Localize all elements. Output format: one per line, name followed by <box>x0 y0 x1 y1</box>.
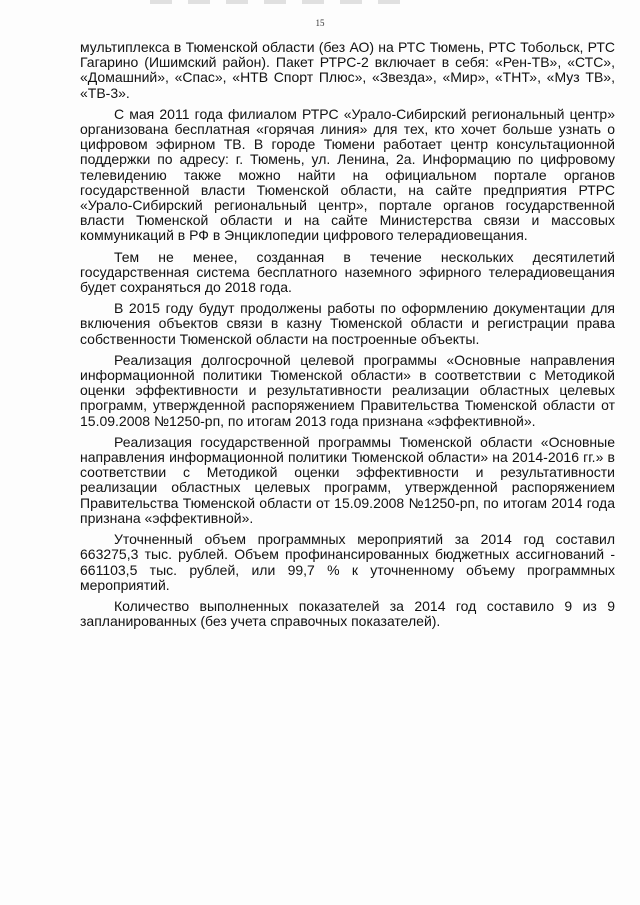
paragraph-broadcast-system: Тем не менее, созданная в течение нескольких десятилетий государственная система бесплатного наземного эфирного телерадиовещания будет сохраняться до 2018 года. <box>80 248 615 296</box>
paragraph-budget: Уточненный объем программных мероприятий за 2014 год составил 663275,3 тыс. рублей. Объем профинансированных бюджетных ассигнований - 661103,5 тыс. рублей, или 99,7 % к уточненному объему программных мероприятий. <box>80 531 615 593</box>
paragraph-multiplex-continuation: мультиплекса в Тюменской области (без АО) на РТС Тюмень, РТС Тобольск, РТС Гагарино (Ишимский район). Пакет РТРС-2 включает в себя: «Рен-ТВ», «СТС», «Домашний», «Спас», «НТВ Спорт Плюс», «Звезда», «Мир», «ТНТ», «Муз ТВ», «ТВ-3». <box>80 39 615 101</box>
paragraph-hotline: С мая 2011 года филиалом РТРС «Урало-Сибирский региональный центр» организована бесплатная «горячая линия» для тех, кто хочет больше узнать о цифровом эфирном ТВ. В городе Тюмени работает центр консультационной поддержки по адресу: г. Тюмень, ул. Ленина, 2а. Информацию по цифровому телевидению также можно найти на официальном портале органов государственной власти Тюменской области, на сайте предприятия РТРС «Урало-Сибирский региональный центр», портале органов государственной власти Тюменской области и на сайте Министерства связи и массовых коммуникаций в РФ в Энциклопедии цифрового телерадиовещания. <box>80 105 615 244</box>
paragraph-documentation-2015: В 2015 году будут продолжены работы по оформлению документации для включения объектов связи в казну Тюменской области и регистрации права собственности Тюменской области на построенные объекты. <box>80 300 615 347</box>
paragraph-longterm-program: Реализация долгосрочной целевой программы «Основные направления информационной политики Тюменской области» в соответствии с Методикой оценки эффективности и результативности реализации областных целевых программ, утвержденной распоряжением Правительства Тюменской области от 15.09.2008 №1250-рп, по итогам 2013 года признана «эффективной». <box>80 351 615 429</box>
page-number: 15 <box>315 18 325 28</box>
paragraph-state-program: Реализация государственной программы Тюменской области «Основные направления информационной политики Тюменской области» на 2014-2016 гг.» в соответствии с Методикой оценки эффективности и результативности реализации областных целевых программ, утвержденной распоряжением Правительства Тюменской области от 15.09.2008 №1250-рп, по итогам 2014 года признана «эффективной». <box>80 433 615 526</box>
paragraph-indicators: Количество выполненных показателей за 2014 год составило 9 из 9 запланированных (без учета справочных показателей). <box>80 597 615 630</box>
scan-artifact-strip <box>150 0 410 4</box>
document-body <box>80 40 615 635</box>
